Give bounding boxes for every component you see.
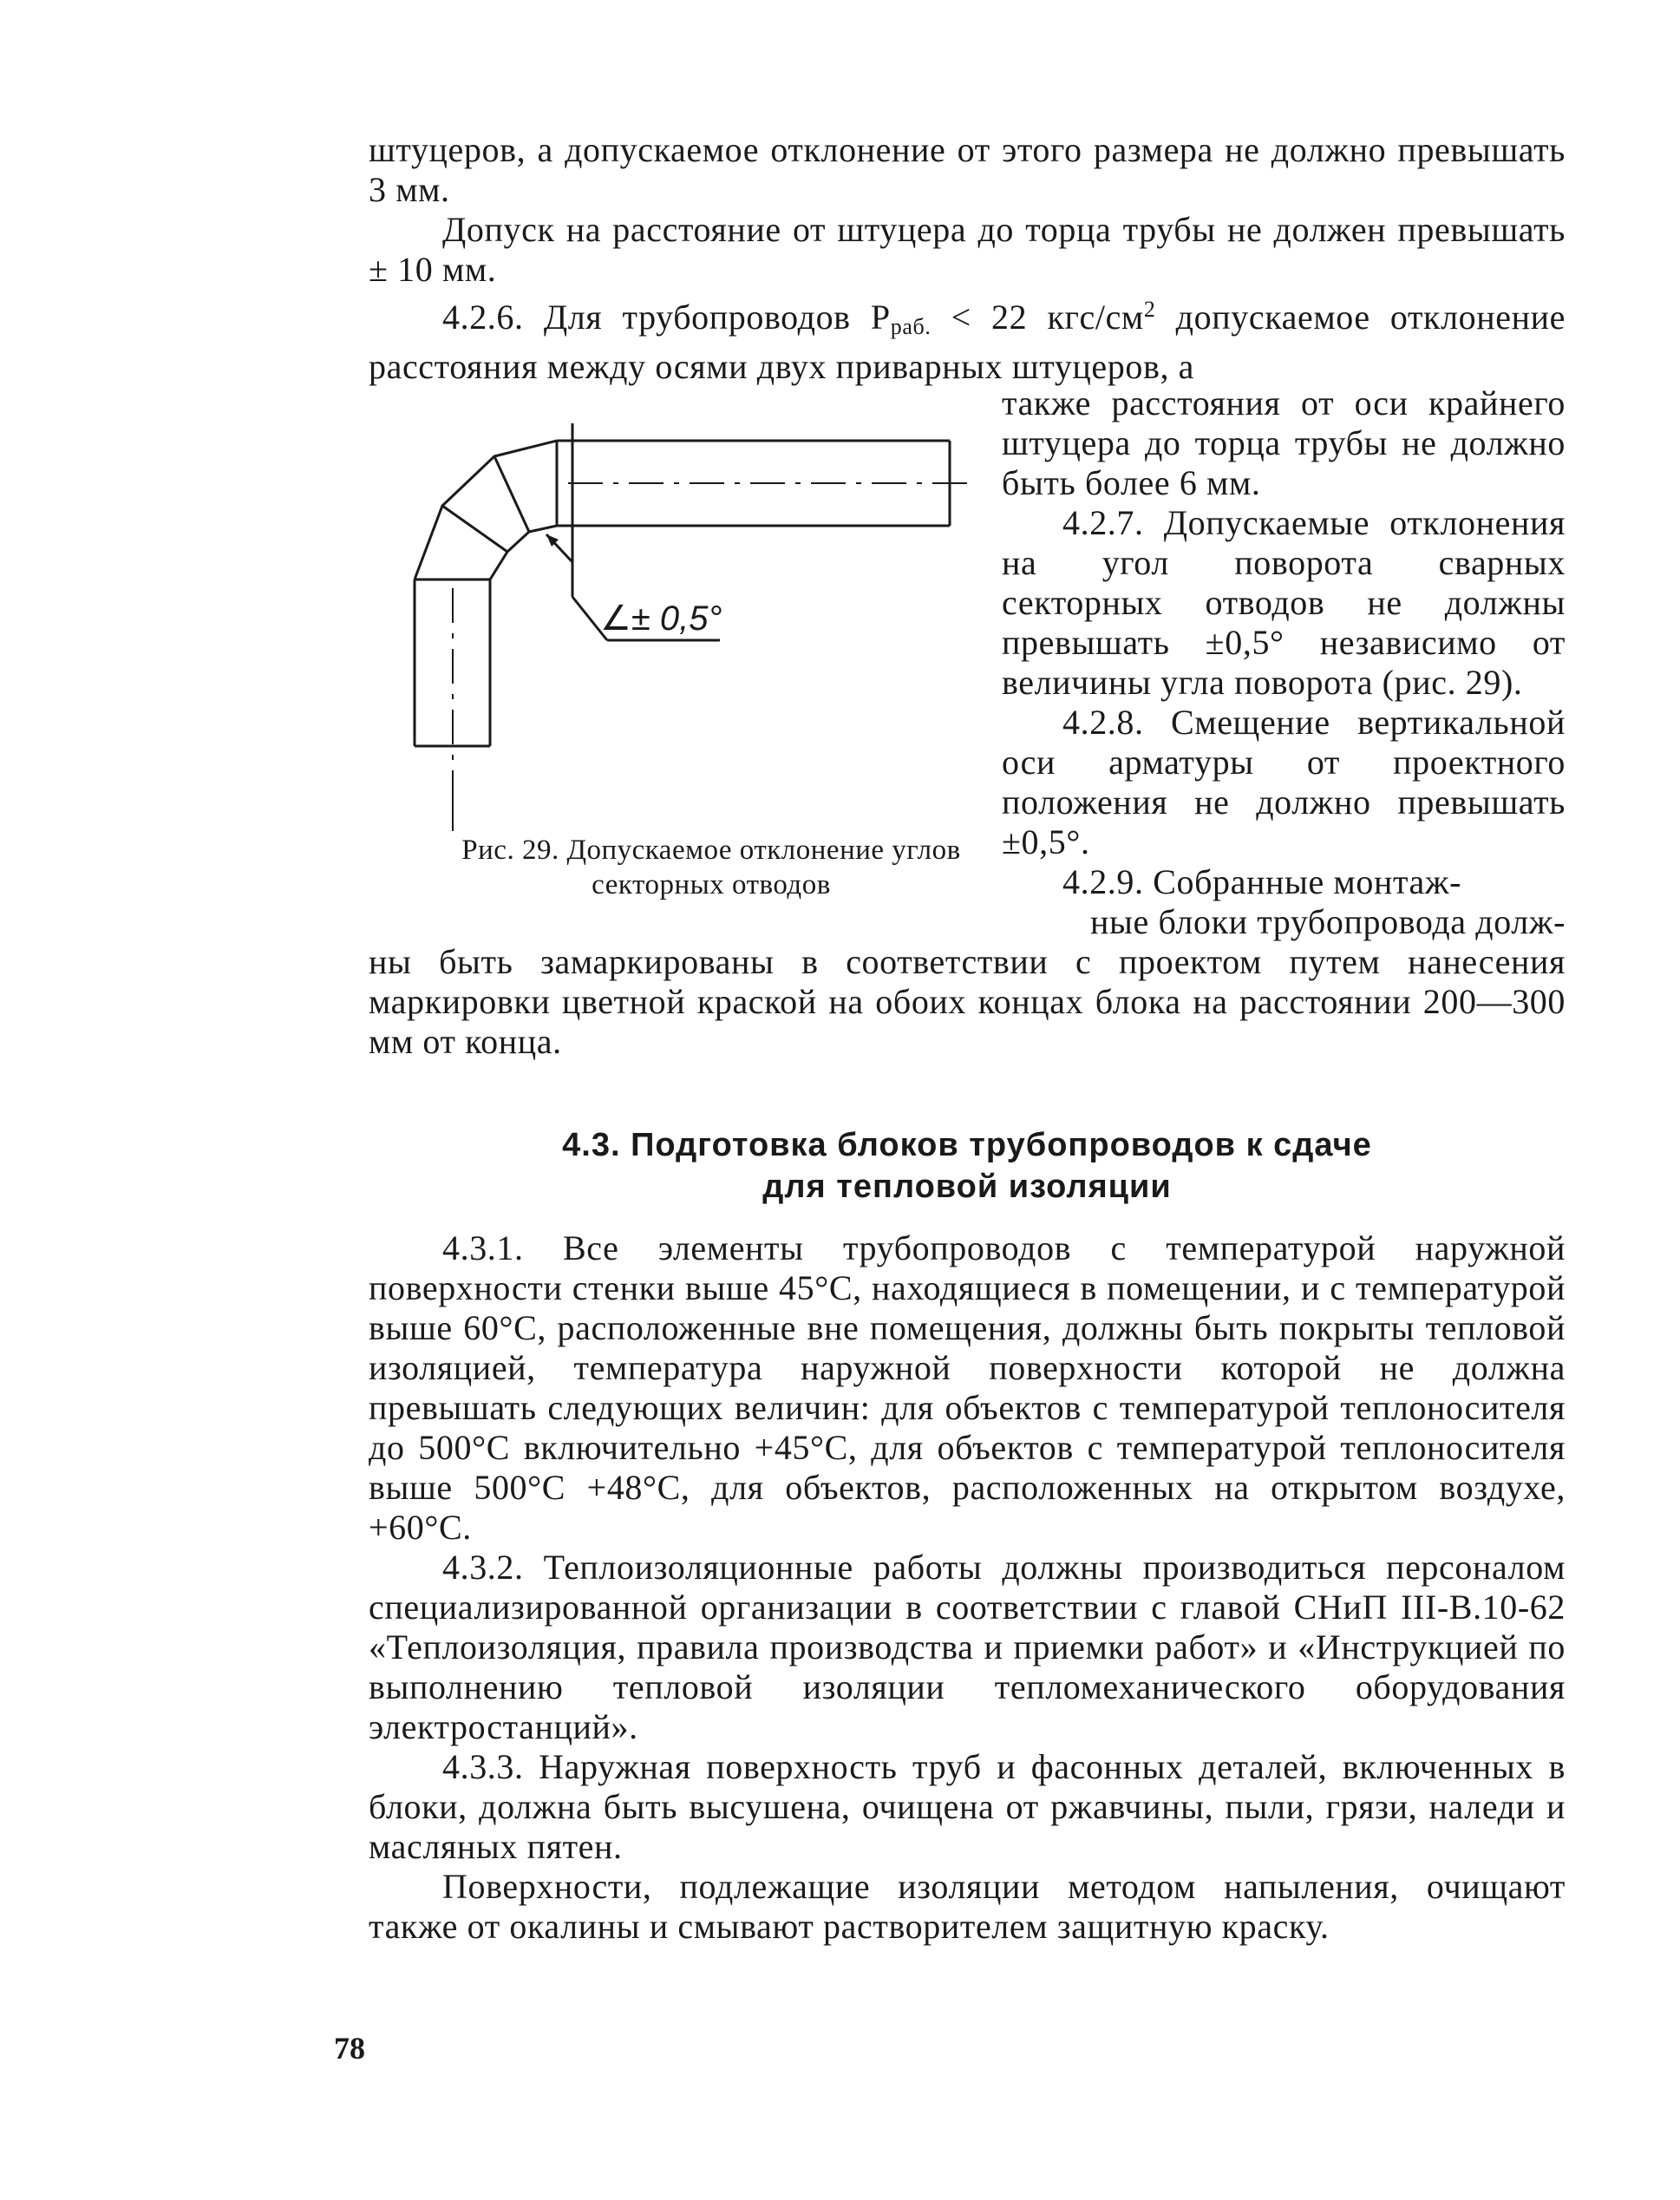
- section-text-block: [369, 1228, 1566, 1947]
- paragraph-4-2-9-start: 4.2.9. Собранные монтаж-: [1062, 862, 1462, 901]
- paragraph-4-3-1: 4.3.1. Все элементы трубопроводов с температурой наружной поверхности стенки выше 45°С, находящиеся в помещении, и с температурой выше 60°С, расположенные вне помещения, должны быть покрыты тепловой изоляцией, температура наружной поверхности которой не должна превышать следующих величин: для объектов с температурой теплоносителя до 500°С включительно +45°С, для объектов с температурой теплоносителя выше 500°С +48°С, для объектов, расположенных на открытом воздухе, +60°С.: [369, 1228, 1566, 1547]
- paragraph-4-2-9-line2: ные блоки трубопровода долж-: [1090, 902, 1566, 941]
- paragraph-spray-surfaces: Поверхности, подлежащие изоляции методом напыления, очищают также от окалины и смывают растворителем защитную краску.: [369, 1867, 1566, 1946]
- paragraph-fitting-distance: также расстояния от оси крайнего штуцера до торца трубы не должно быть более 6 мм.: [1002, 383, 1566, 502]
- sector-bend-drawing: [373, 423, 980, 840]
- paragraph-4-2-7: 4.2.7. Допускаемые отклонения на угол поворота сварных секторных отводов не должны превышать ±0,5° независимо от величины угла поворота (рис. 29).: [1002, 503, 1566, 702]
- paragraph-4-3-2: 4.3.2. Теплоизоляционные работы должны производиться персоналом специализированной организации в соответствии с главой СНиП III-В.10-62 «Теплоизоляция, правила производства и приемки работ» и «Инструкцией по выполнению тепловой изоляции тепломеханического оборудования электростанций».: [369, 1548, 1566, 1746]
- section-heading-line2: для тепловой изоляции: [762, 1169, 1172, 1205]
- figure-caption: Рис. 29. Допускаемое отклонение углов секторных отводов: [461, 835, 961, 900]
- continued-text-block: [369, 942, 1566, 1062]
- paragraph-tolerance-fitting: Допуск на расстояние от штуцера до торца трубы не должен превышать ± 10 мм.: [369, 210, 1566, 289]
- paragraph-4-2-8: 4.2.8. Смещение вертикальной оси арматуры от проектного положения не должно превышать ±0,5°.: [1002, 703, 1566, 861]
- page-number: 78: [334, 2031, 365, 2066]
- paragraph-4-3-3: 4.3.3. Наружная поверхность труб и фасонных деталей, включенных в блоки, должна быть высушена, очищена от ржавчины, пыли, грязи, наледи и масляных пятен.: [369, 1747, 1566, 1866]
- section-heading: [369, 1124, 1566, 1208]
- section-heading-line1: 4.3. Подготовка блоков трубопроводов к сдаче: [562, 1127, 1372, 1163]
- paragraph-4-2-9-rest: ны быть замаркированы в соответствии с проектом путем нанесения маркировки цветной краской на обоих концах блока на расстоянии 200—300 мм от конца.: [369, 942, 1566, 1061]
- side-text-block: [1002, 383, 1566, 942]
- paragraph-continuation: штуцеров, а допускаемое отклонение от этого размера не должно превышать 3 мм.: [369, 130, 1566, 209]
- top-text-block: [369, 130, 1566, 387]
- angle-tolerance-label: ∠± 0,5°: [600, 599, 722, 638]
- paragraph-4-2-6: 4.2.6. Для трубопроводов $P_{раб.} < 22$ кгс/$см^2$ допускаемое отклонение расстояния между осями двух приварных штуцеров, а: [369, 297, 1566, 386]
